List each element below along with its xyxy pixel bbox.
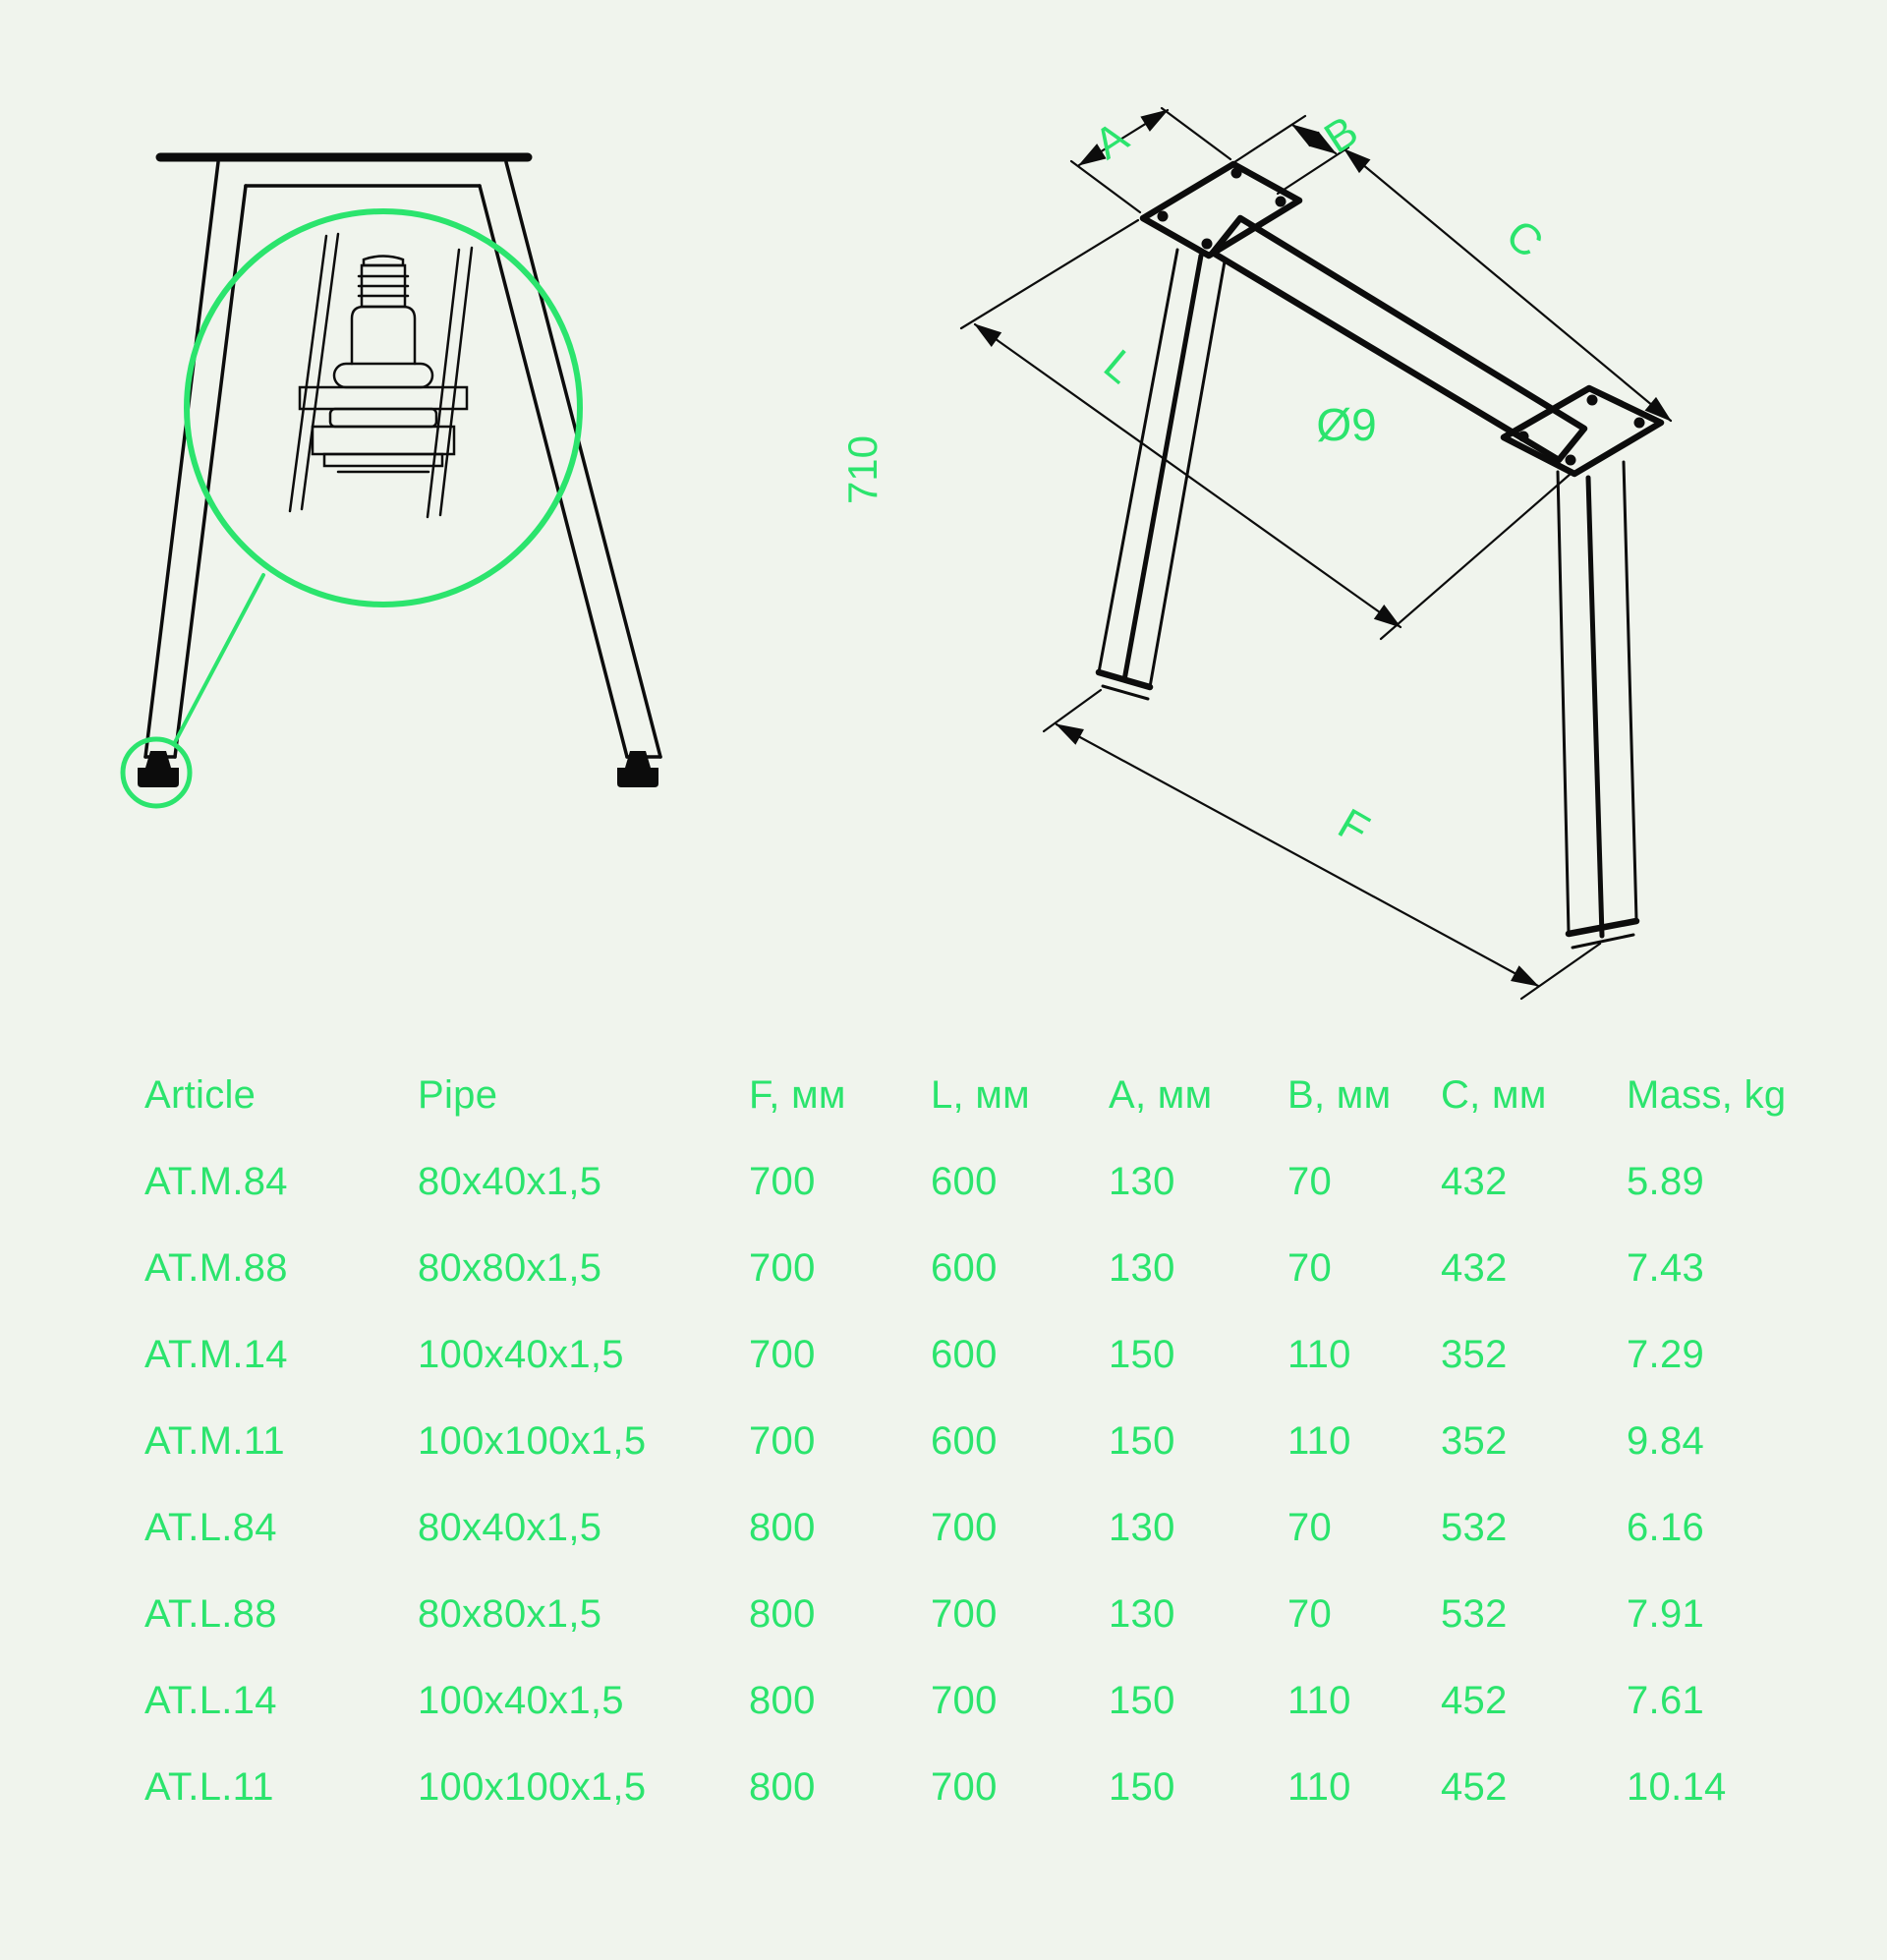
cell-mass: 7.61 (1627, 1679, 1705, 1722)
cell-pipe: 80x80x1,5 (418, 1246, 602, 1290)
cell-f: 700 (749, 1246, 816, 1290)
cell-mass: 7.43 (1627, 1246, 1705, 1290)
cell-a: 130 (1109, 1160, 1175, 1203)
cell-pipe: 80x80x1,5 (418, 1592, 602, 1636)
cell-c: 452 (1441, 1765, 1508, 1809)
cell-c: 432 (1441, 1160, 1508, 1203)
iso-view-drawing (961, 107, 1671, 999)
cell-c: 452 (1441, 1679, 1508, 1722)
col-header-article: Article (144, 1073, 257, 1117)
col-header-b: B, мм (1287, 1073, 1392, 1117)
cell-mass: 5.89 (1627, 1160, 1705, 1203)
cell-mass: 7.29 (1627, 1333, 1705, 1376)
cell-pipe: 100x100x1,5 (418, 1419, 647, 1463)
cell-c: 352 (1441, 1419, 1508, 1463)
cell-mass: 10.14 (1627, 1765, 1727, 1809)
a-frame-outline (145, 162, 660, 757)
cell-c: 532 (1441, 1506, 1508, 1549)
col-header-l: L, мм (931, 1073, 1030, 1117)
cell-a: 150 (1109, 1679, 1175, 1722)
cell-l: 700 (931, 1506, 998, 1549)
cell-l: 600 (931, 1246, 998, 1290)
col-header-a: A, мм (1109, 1073, 1213, 1117)
cell-b: 70 (1287, 1592, 1333, 1636)
dim-label-a: A (1086, 112, 1137, 169)
cell-b: 110 (1287, 1765, 1351, 1809)
foot-detail-drawing (290, 234, 472, 517)
cell-f: 800 (749, 1506, 816, 1549)
cell-a: 150 (1109, 1765, 1175, 1809)
cell-b: 70 (1287, 1506, 1333, 1549)
spec-table (144, 1073, 1887, 1852)
cell-b: 70 (1287, 1246, 1333, 1290)
cell-l: 600 (931, 1419, 998, 1463)
cell-b: 70 (1287, 1160, 1333, 1203)
cell-article: AT.L.88 (144, 1592, 277, 1636)
cell-c: 352 (1441, 1333, 1508, 1376)
cell-a: 130 (1109, 1246, 1175, 1290)
cell-article: AT.M.84 (144, 1160, 288, 1203)
col-header-pipe: Pipe (418, 1073, 498, 1117)
iso-left-leg (1099, 250, 1225, 699)
cell-mass: 9.84 (1627, 1419, 1705, 1463)
cell-l: 700 (931, 1765, 998, 1809)
cell-article: AT.M.88 (144, 1246, 288, 1290)
cell-article: AT.L.11 (144, 1765, 274, 1809)
cell-f: 800 (749, 1592, 816, 1636)
dim-label-b: B (1316, 106, 1367, 163)
col-header-mass: Mass, kg (1627, 1073, 1787, 1117)
cell-mass: 6.16 (1627, 1506, 1705, 1549)
cell-f: 800 (749, 1765, 816, 1809)
cell-f: 700 (749, 1160, 816, 1203)
cell-b: 110 (1287, 1679, 1351, 1722)
cell-f: 800 (749, 1679, 816, 1722)
cell-pipe: 80x40x1,5 (418, 1160, 602, 1203)
cell-pipe: 100x40x1,5 (418, 1333, 624, 1376)
dimension-f (1044, 690, 1600, 999)
cell-pipe: 80x40x1,5 (418, 1506, 602, 1549)
cell-f: 700 (749, 1419, 816, 1463)
cell-a: 130 (1109, 1506, 1175, 1549)
cell-a: 150 (1109, 1419, 1175, 1463)
cell-b: 110 (1287, 1333, 1351, 1376)
cell-c: 432 (1441, 1246, 1508, 1290)
iso-right-leg (1558, 462, 1636, 948)
cell-b: 110 (1287, 1419, 1351, 1463)
hole-diameter-label: Ø9 (1316, 399, 1377, 450)
dim-label-f: F (1330, 799, 1378, 855)
cell-article: AT.L.14 (144, 1679, 277, 1722)
cell-c: 532 (1441, 1592, 1508, 1636)
cell-l: 700 (931, 1592, 998, 1636)
col-header-c: C, мм (1441, 1073, 1547, 1117)
front-view-drawing (123, 157, 886, 806)
dim-label-l: L (1094, 340, 1145, 393)
cell-pipe: 100x40x1,5 (418, 1679, 624, 1722)
col-header-f: F, мм (749, 1073, 846, 1117)
cell-l: 600 (931, 1160, 998, 1203)
cell-article: AT.M.11 (144, 1419, 285, 1463)
cell-a: 130 (1109, 1592, 1175, 1636)
cell-l: 600 (931, 1333, 998, 1376)
cell-article: AT.M.14 (144, 1333, 288, 1376)
cell-article: AT.L.84 (144, 1506, 277, 1549)
cell-a: 150 (1109, 1333, 1175, 1376)
cell-pipe: 100x100x1,5 (418, 1765, 647, 1809)
cell-f: 700 (749, 1333, 816, 1376)
height-dim-label: 710 (839, 434, 886, 505)
cell-l: 700 (931, 1679, 998, 1722)
dim-label-c: C (1497, 210, 1552, 268)
cell-mass: 7.91 (1627, 1592, 1705, 1636)
